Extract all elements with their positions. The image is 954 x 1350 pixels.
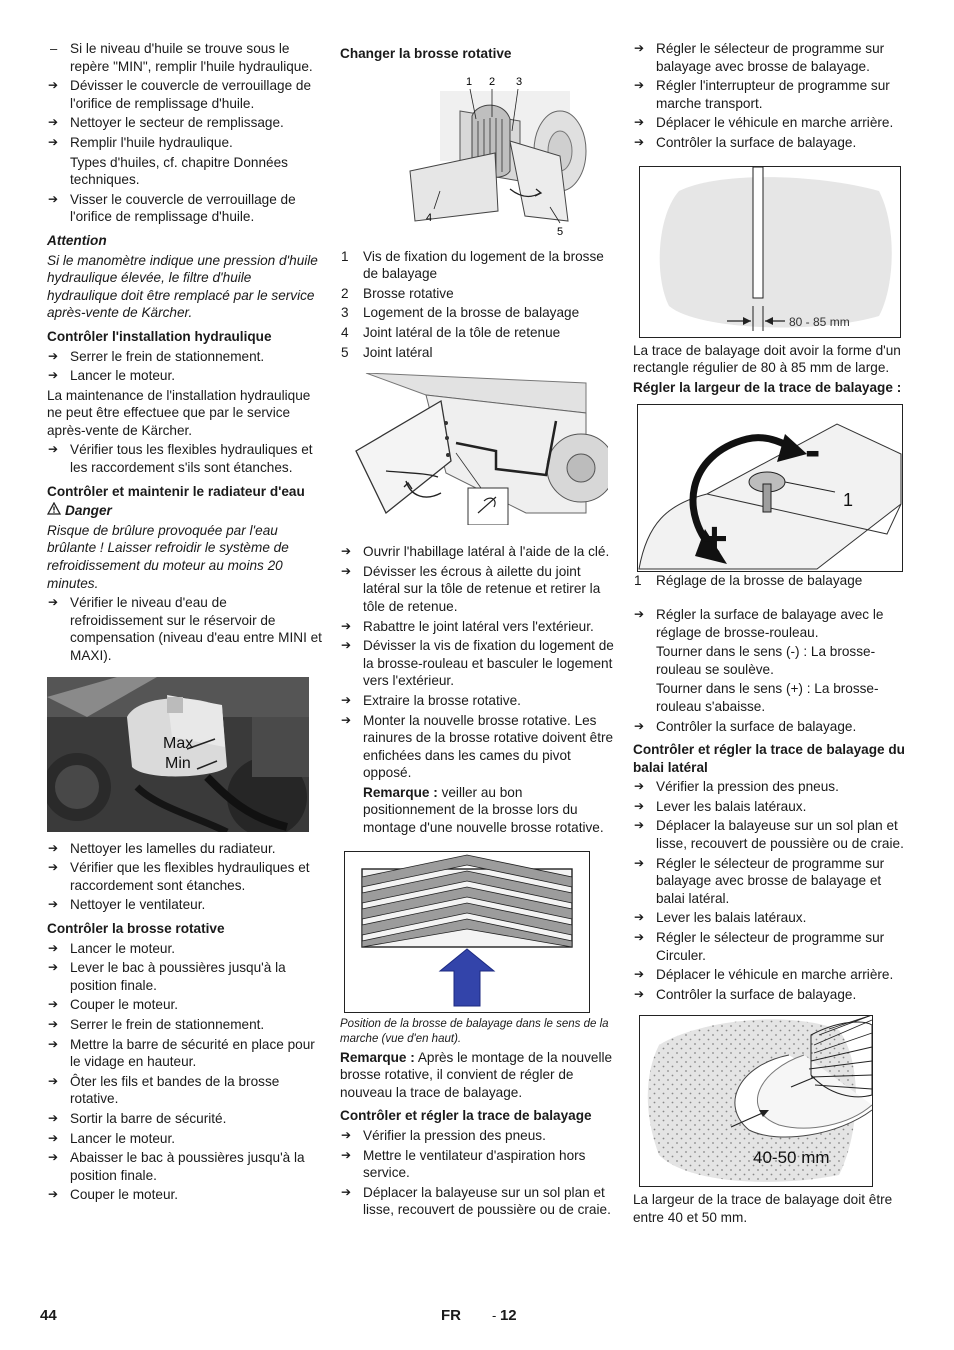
column-1 xyxy=(47,40,323,1206)
arrow-icon: ➔ xyxy=(634,910,645,925)
arrow-icon: ➔ xyxy=(48,860,59,875)
arrow-icon: ➔ xyxy=(48,595,59,610)
brush-chevrons-drawing xyxy=(344,851,590,1013)
arrow-icon: ➔ xyxy=(341,638,352,653)
minus-sign: - xyxy=(805,424,821,477)
step: ➔ Monter la nouvelle brosse rotative. Les rainures de la brosse rotative doivent être enfichées dans les cames du pivot opposé. xyxy=(341,712,614,781)
brush-position-figure xyxy=(344,851,616,1013)
arrow-icon: ➔ xyxy=(634,115,645,130)
arrow-icon: ➔ xyxy=(634,986,645,1001)
side-trace-description: La largeur de la trace de balayage doit être entre 40 et 50 mm. xyxy=(633,1192,893,1225)
step: ➔ Régler la surface de balayage avec le réglage de brosse-rouleau. xyxy=(634,606,884,640)
column-2 xyxy=(340,40,616,1221)
step: ➔ Régler le sélecteur de programme sur Circuler. xyxy=(634,930,885,963)
arrow-icon: ➔ xyxy=(634,134,645,149)
step: ➔ Couper le moteur. xyxy=(48,1187,179,1203)
legend-item: 1 Réglage de la brosse de balayage xyxy=(634,573,863,589)
brush-adjust-drawing xyxy=(637,404,903,572)
section-heading: Contrôler l'installation hydraulique xyxy=(47,328,272,344)
arrow-icon: ➔ xyxy=(48,442,59,457)
arrow-icon: ➔ xyxy=(48,191,59,206)
legend-item: 4 Joint latéral de la tôle de retenue xyxy=(341,324,561,340)
language-code: FR xyxy=(441,1307,461,1324)
arrow-icon: ➔ xyxy=(634,855,645,870)
step: ➔ Régler l'interrupteur de programme sur marche transport. xyxy=(634,78,890,111)
fig-label-4: 4 xyxy=(426,211,433,224)
step: ➔ Contrôler la surface de balayage. xyxy=(634,718,857,734)
arrow-icon: ➔ xyxy=(634,930,645,945)
section-heading: Contrôler et régler la trace de balayage du balai latéral xyxy=(633,742,905,775)
step: ➔ Extraire la brosse rotative. xyxy=(341,692,521,708)
step: ➔ Lancer le moteur. xyxy=(48,1130,176,1146)
arrow-icon: ➔ xyxy=(341,563,352,578)
arrow-icon: ➔ xyxy=(48,348,59,363)
side-panel-figure xyxy=(346,373,616,525)
side-brush-trace-figure xyxy=(639,1015,911,1187)
arrow-icon: ➔ xyxy=(634,798,645,813)
spacer xyxy=(633,592,911,606)
arrow-icon: ➔ xyxy=(634,41,645,55)
note-text: Remarque : Après le montage de la nouvelle brosse rotative, il convient de régler de nouveau la trace de balayage. xyxy=(340,1049,613,1100)
max-label: Max xyxy=(163,734,194,752)
step: ➔ Régler le sélecteur de programme sur balayage avec brosse de balayage. xyxy=(634,41,885,74)
side-panel-drawing xyxy=(346,373,608,525)
plus-sign: + xyxy=(701,512,728,565)
page-number: 44 xyxy=(40,1307,57,1324)
note-text: La maintenance de l'installation hydraulique ne peut être effectuee que par le service après-vente de Kärcher. xyxy=(47,387,311,438)
step: ➔ Dévisser les écrous à ailette du joint latéral sur la tôle de retenue et retirer la tôle de retenue. xyxy=(341,563,601,614)
step: ➔ Abaisser le bac à poussières jusqu'à la position finale. xyxy=(48,1150,305,1183)
arrow-icon: ➔ xyxy=(48,840,59,855)
danger-title-row: Danger xyxy=(47,502,323,520)
arrow-icon: ➔ xyxy=(634,78,645,93)
brush-housing-drawing xyxy=(400,71,590,236)
step-detail: Tourner dans le sens (-) : La brosse-rouleau se soulève. xyxy=(656,644,876,677)
step-note: Remarque : veiller au bon positionnement de la brosse lors du montage d'une nouvelle brosse rotative. xyxy=(363,784,604,836)
section-heading: Changer la brosse rotative xyxy=(340,46,512,61)
step: ➔ Couper le moteur. xyxy=(48,997,179,1013)
arrow-icon: ➔ xyxy=(48,78,59,93)
step: ➔ Serrer le frein de stationnement. xyxy=(48,348,265,364)
sub-page-number: - 12 xyxy=(492,1307,517,1324)
step: ➔ Mettre la barre de sécurité en place pour le vidage en hauteur. xyxy=(48,1036,315,1070)
step: ➔ Rabattre le joint latéral vers l'extérieur. xyxy=(341,618,594,634)
sweep-trace-figure xyxy=(639,166,911,338)
step: ➔ Contrôler la surface de balayage. xyxy=(634,986,857,1002)
step: ➔ Déplacer la balayeuse sur un sol plan et lisse, recouvert de poussière ou de craie. xyxy=(634,818,904,852)
arrow-icon: ➔ xyxy=(634,779,645,794)
fig-label-1: 1 xyxy=(843,490,854,511)
trace-width-label: 80 - 85 mm xyxy=(789,314,850,329)
side-brush-trace-drawing xyxy=(639,1015,873,1187)
arrow-icon: ➔ xyxy=(48,960,59,975)
figure-caption: Position de la brosse de balayage dans le sens de la marche (vue d'en haut). xyxy=(340,1017,609,1045)
step: ➔ Lever le bac à poussières jusqu'à la position finale. xyxy=(48,960,286,993)
arrow-icon: ➔ xyxy=(48,1130,59,1145)
step: ➔ Sortir la barre de sécurité. xyxy=(48,1110,227,1126)
step: ➔ Remplir l'huile hydraulique. xyxy=(48,134,233,150)
side-trace-width-label: 40-50 mm xyxy=(753,1148,830,1168)
attention-text: Si le manomètre indique une pression d'huile hydraulique élevée, le filtre d'huile hydraulique doit être remplacé par le service après-vente de Kärcher. xyxy=(47,252,318,321)
arrow-icon: ➔ xyxy=(48,1187,59,1202)
min-label: Min xyxy=(165,754,191,772)
legend-item: 1 Vis de fixation du logement de la brosse de balayage xyxy=(341,248,604,282)
arrow-icon: ➔ xyxy=(341,692,352,707)
arrow-icon: ➔ xyxy=(341,712,352,727)
danger-text: Risque de brûlure provoquée par l'eau brûlante ! Laisser refroidir le système de refroidissement du moteur au moins 20 minutes. xyxy=(47,522,289,591)
section-heading: Contrôler et régler la trace de balayage xyxy=(340,1108,592,1124)
fig-label-1: 1 xyxy=(466,75,473,88)
legend-item: 2 Brosse rotative xyxy=(341,285,454,301)
step: ➔ Ouvrir l'habillage latéral à l'aide de la clé. xyxy=(341,544,610,560)
step: ➔ Vérifier que les flexibles hydrauliques et raccordement sont étanches. xyxy=(48,860,310,893)
step: ➔ Déplacer le véhicule en marche arrière. xyxy=(634,967,894,983)
sweep-trace-drawing xyxy=(639,166,901,338)
arrow-icon: ➔ xyxy=(341,618,352,633)
step: ➔ Vérifier la pression des pneus. xyxy=(634,779,839,795)
step: ➔ Lever les balais latéraux. xyxy=(634,910,807,926)
arrow-icon: ➔ xyxy=(634,967,645,982)
step-detail: Types d'huiles, cf. chapitre Données techniques. xyxy=(70,154,288,188)
step: ➔ Lancer le moteur. xyxy=(48,368,176,384)
step: ➔ Visser le couvercle de verrouillage de l'orifice de remplissage d'huile. xyxy=(48,191,296,225)
arrow-icon: ➔ xyxy=(341,1184,352,1199)
page-footer xyxy=(0,1307,954,1327)
step: ➔ Nettoyer le secteur de remplissage. xyxy=(48,115,284,131)
arrow-icon: ➔ xyxy=(48,997,59,1012)
arrow-icon: ➔ xyxy=(48,368,59,383)
dash-icon: – xyxy=(50,41,58,56)
arrow-icon: ➔ xyxy=(48,134,59,149)
step: ➔ Nettoyer les lamelles du radiateur. xyxy=(48,840,276,856)
step: ➔ Vérifier le niveau d'eau de refroidissement sur le réservoir de compensation (niveau d'eau entre MINI et MAXI). xyxy=(48,595,322,663)
arrow-icon: ➔ xyxy=(634,606,645,621)
column-3 xyxy=(633,40,911,1229)
step: ➔ Dévisser le couvercle de verrouillage de l'orifice de remplissage d'huile. xyxy=(48,78,312,111)
step: ➔ Serrer le frein de stationnement. xyxy=(48,1016,265,1032)
arrow-icon: ➔ xyxy=(48,897,59,912)
step: – Si le niveau d'huile se trouve sous le repère "MIN", remplir l'huile hydraulique. xyxy=(50,41,313,74)
step: ➔ Régler le sélecteur de programme sur balayage avec brosse de balayage et balai latéral. xyxy=(634,855,885,906)
arrow-icon: ➔ xyxy=(48,940,59,955)
section-heading: Contrôler et maintenir le radiateur d'eau xyxy=(47,483,305,499)
fig-label-2: 2 xyxy=(489,75,496,88)
section-heading: Contrôler la brosse rotative xyxy=(47,920,225,936)
fig-label-5: 5 xyxy=(557,225,564,236)
step: ➔ Lever les balais latéraux. xyxy=(634,798,807,814)
arrow-icon: ➔ xyxy=(48,1016,59,1031)
coolant-tank-image xyxy=(47,677,309,832)
legend-item: 3 Logement de la brosse de balayage xyxy=(341,305,580,321)
coolant-tank-photo xyxy=(47,677,323,832)
step: ➔ Déplacer la balayeuse sur un sol plan et lisse, recouvert de poussière ou de craie. xyxy=(341,1184,611,1218)
step: ➔ Vérifier tous les flexibles hydrauliques et les raccordement s'ils sont étanches. xyxy=(48,442,313,476)
legend-item: 5 Joint latéral xyxy=(341,344,433,360)
arrow-icon: ➔ xyxy=(48,1036,59,1051)
section-heading: Régler la largeur de la trace de balayage : xyxy=(633,379,902,395)
step: ➔ Lancer le moteur. xyxy=(48,940,176,956)
step: ➔ Dévisser la vis de fixation du logement de la brosse-rouleau et basculer le logement vers l'extérieur. xyxy=(341,638,614,689)
warning-triangle-icon xyxy=(47,502,61,515)
step: ➔ Ôter les fils et bandes de la brosse rotative. xyxy=(48,1073,280,1107)
arrow-icon: ➔ xyxy=(341,1128,352,1143)
arrow-icon: ➔ xyxy=(341,544,352,559)
step: ➔ Nettoyer le ventilateur. xyxy=(48,897,206,913)
brush-adjust-figure xyxy=(637,404,911,572)
arrow-icon: ➔ xyxy=(48,1110,59,1125)
step: ➔ Déplacer le véhicule en marche arrière. xyxy=(634,115,894,131)
step: ➔ Contrôler la surface de balayage. xyxy=(634,134,857,150)
attention-title: Attention xyxy=(47,232,107,248)
fig-label-3: 3 xyxy=(516,75,523,88)
step: ➔ Mettre le ventilateur d'aspiration hors service. xyxy=(341,1147,586,1181)
arrow-icon: ➔ xyxy=(48,1073,59,1088)
arrow-icon: ➔ xyxy=(48,115,59,130)
step: ➔ Vérifier la pression des pneus. xyxy=(341,1128,546,1144)
brush-housing-figure xyxy=(400,71,616,236)
arrow-icon: ➔ xyxy=(634,818,645,833)
trace-description: La trace de balayage doit avoir la forme d'un rectangle régulier de 80 à 85 mm de large. xyxy=(633,342,901,376)
arrow-icon: ➔ xyxy=(634,718,645,733)
step-detail: Tourner dans le sens (+) : La brosse-rouleau s'abaisse. xyxy=(656,681,879,714)
arrow-icon: ➔ xyxy=(48,1150,59,1165)
arrow-icon: ➔ xyxy=(341,1147,352,1162)
